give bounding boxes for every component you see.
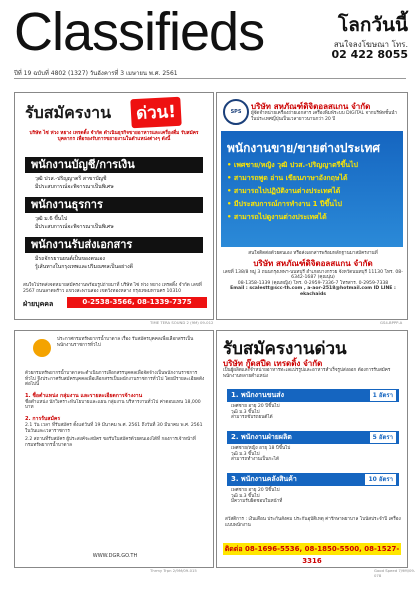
ad1-section-title: พนักงานบัญชี/การเงิน <box>25 157 203 173</box>
ad3-paragraph: 2.1 วัน เวลา ที่รับสมัคร ตั้งแต่วันที่ 19 มีนาคม พ.ศ. 2561 ถึงวันที่ 30 มีนาคม พ.ศ. 2561 ในวันและเวลาราชการ <box>25 422 203 434</box>
ad2-contact <box>223 251 403 298</box>
ad1-footer: สนใจโปรดส่งจดหมายสมัครงานพร้อมรูปถ่ายมาที่ บริษัท ไซ่ ห่วง หยาง เทรดดิ้ง จำกัด เลขที่ 2567 ถนนลาดพร้าว แขวงสะพานสอง เขตวังทองหลาง กรุงเทพมหานคร 10310 <box>23 283 202 294</box>
ad1-item: วุฒิ ม.6 ขึ้นไป <box>35 216 68 222</box>
department-logo-icon <box>33 339 51 357</box>
ad2-requirements <box>227 159 399 224</box>
ad4-req: เพศชาย/หญิง อายุ 18 ปีขึ้นไป <box>231 446 291 451</box>
ad2-email: Email : scalestt@scc-th.com , a-aor-2518@hotmail.com ID LINE : ekachaids <box>230 286 396 297</box>
brand-phone: 02 422 8055 <box>331 48 408 61</box>
ad1-section-list <box>35 255 133 271</box>
ad2-description: ผู้จัดจำหน่ายเครื่องถ่ายเอกสาร เครื่องพิมพ์ระบบ DIGITAL จากบริษัทชั้นนำในประเทศญี่ปุ่นเป็นเวลายาวนานกว่า 20 ปี <box>251 111 397 122</box>
ad2-requirement: • สามารถไปปฏิบัติงานต่างประเทศได้ <box>227 187 341 195</box>
ad3-paragraph: 2.2 สถานที่รับสมัคร ผู้ประสงค์จะสมัคร ขอรับใบสมัครด้วยตนเองได้ที่ กองการเจ้าหน้าที่ กรมทรัพยากรน้ำบาดาล <box>25 437 196 448</box>
ad1-apply-label: ฝ่ายบุคคล <box>23 300 54 308</box>
ad1-urgent-badge: ด่วน! <box>130 97 181 129</box>
ad4-req: สามารถขับรถยนต์ได้ <box>231 415 273 421</box>
ad3-url: WWW.DGR.GO.TH <box>92 553 138 559</box>
ad4-title: รับสมัครงานด่วน <box>223 339 347 359</box>
ad4-position <box>227 389 399 402</box>
ad4-position <box>227 473 399 486</box>
ad3-intro: ประกาศกรมทรัพยากรน้ำบาดาล เรื่อง รับสมัครบุคคลเพื่อเลือกสรรเป็นพนักงานราชการทั่วไป <box>57 337 194 348</box>
ad4-position <box>227 431 399 444</box>
ad3-paragraph: ชื่อตำแหน่ง นักวิเคราะห์นโยบายและแผน กลุ่มงาน บริหารงานทั่วไป ค่าตอบแทน 18,000 บาท <box>25 399 201 411</box>
ad1-section-list <box>35 175 114 191</box>
ad1-item: มีประสบการณ์จะพิจารณาเป็นพิเศษ <box>35 224 114 230</box>
ad1-section-title: พนักงานรับส่งเอกสาร <box>25 237 203 253</box>
ad2-requirement: • มีประสบการณ์การทำงาน 1 ปีขึ้นไป <box>227 200 342 208</box>
ad-sps-recruitment <box>216 92 408 320</box>
issue-line: ปีที่ 19 ฉบับที่ 4802 (1327) วันอังคารที่ 3 เมษายน พ.ศ. 2561 <box>14 70 178 77</box>
ad4-req: วุฒิ ม.3 ขึ้นไป <box>231 451 260 457</box>
brand-subtitle: สนใจลงโฆษณา โทร. <box>333 40 408 49</box>
ad4-req: วุฒิ ม.3 ขึ้นไป <box>231 493 260 499</box>
ad-government-notice <box>14 330 214 568</box>
ad2-requirement: • สามารถไปดูงานต่างประเทศได้ <box>227 213 327 221</box>
ad2-panel-title: พนักงานขาย/ขายต่างประเทศ <box>227 141 381 155</box>
ad4-subtitle: เป็นผู้ผลิตและจำหน่ายอาหารทะเลแปรรูปและอาหารสำเร็จรูปส่งออก ต้องการรับสมัครพนักงานหลายตำแหน่ง <box>223 368 391 379</box>
ad4-position-requirements <box>231 404 399 421</box>
ad4-position-label: 1. พนักงานขนส่ง <box>231 391 284 399</box>
masthead <box>14 4 414 66</box>
ad4-position-count: 5 อัตรา <box>370 432 396 443</box>
ad1-company: บริษัท ไซ่ ห่วง หยาง เทรดดิ้ง จำกัด ดำเนินธุรกิจขายอาหารและเครื่องดื่ม รับสมัครบุคลากร เพื่อรองรับการขยายงานในตำแหน่งต่างๆ ดังนี้ <box>29 131 199 142</box>
ad4-position-requirements <box>231 446 399 463</box>
ad2-company-2: บริษัท สหภัณฑ์ดิจิตอลสแกน จำกัด <box>253 258 373 268</box>
ad4-req: เพศชาย อายุ 20 ปีขึ้นไป <box>231 488 280 493</box>
ad2-address: เลขที่ 138/8 หมู่ 3 ถนนกรุงเทพฯ-นนทบุรี อำเภอบางกรวย จังหวัดนนทบุรี 11130 โทร. 08-6342-1687 (คุณนุ่น) <box>223 269 403 281</box>
ad2-contact-intro: สนใจติดต่อด้วยตนเอง หรือส่งเอกสารพร้อมหลักฐานมาสมัครงานที่ <box>248 251 378 256</box>
ad4-position-count: 1 อัตรา <box>370 390 396 401</box>
ad4-req: เพศชาย อายุ 20 ปีขึ้นไป <box>231 404 280 409</box>
divider <box>14 78 406 79</box>
ad2-requirement: • สามารถพูด อ่าน เขียนภาษาอังกฤษได้ <box>227 174 348 182</box>
ad2-company: บริษัท สหภัณฑ์ดิจิตอลสแกน จำกัด <box>251 102 371 111</box>
ad1-item: วุฒิ ปวส.-ปริญญาตรี สาขาบัญชี <box>35 176 107 182</box>
brand-logo: โลกวันนี้ <box>338 14 408 36</box>
ad1-section-title: พนักงานธุรการ <box>25 197 203 213</box>
ad3-paragraph: ด้วยกรมทรัพยากรน้ำบาดาลจะดำเนินการเลือกสรรบุคคลเพื่อจัดจ้างเป็นพนักงานราชการทั่วไป จึงประกาศรับสมัครบุคคลเพื่อเลือกสรรเป็นพนักงานราชการทั่วไป โดยมีรายละเอียดดังต่อไปนี้ <box>25 371 205 388</box>
ad2-credit: GS4-BPPP-A <box>380 320 403 325</box>
ad4-req: วุฒิ ม.3 ขึ้นไป <box>231 409 260 415</box>
ad-goodspeed-recruitment <box>216 330 408 568</box>
sps-logo: SPS <box>223 99 249 125</box>
ad4-position-label: 2. พนักงานฝ่ายผลิต <box>231 433 292 441</box>
ad4-req: มีความรับผิดชอบในหน้าที่ <box>231 499 283 505</box>
ad2-phone: 08-1358-1339 (คุณหญิง) โทร. 0-2959-7336-7 โทรสาร. 0-2959-7338 <box>237 280 389 286</box>
ad1-credit: TIME TERA SOUND 2 (9M) 09-012 <box>150 320 214 325</box>
ad1-item: มีประสบการณ์จะพิจารณาเป็นพิเศษ <box>35 184 114 190</box>
ad4-company: บริษัท กู๊ดสปีด เทรดดิ้ง จำกัด <box>223 359 323 368</box>
ad1-item: มีรถจักรยานยนต์เป็นของตนเอง <box>35 256 105 262</box>
ad4-position-label: 3. พนักงานคลังสินค้า <box>231 475 297 483</box>
ad2-job-panel <box>221 131 403 247</box>
ad-accounting-recruitment <box>14 92 214 320</box>
ad4-phones: ติดต่อ 08-1696-5536, 08-1850-5500, 08-1527-3316 <box>224 545 400 565</box>
ad3-heading: 2. การรับสมัคร <box>25 415 61 422</box>
masthead-title: Classifieds <box>14 2 265 62</box>
ad4-position-count: 10 อัตรา <box>365 474 396 485</box>
ad4-welfare: สวัสดิการ : เงินเดือน ประกันสังคม ประกันอุบัติเหตุ ค่ารักษาพยาบาล โบนัสประจำปี เครื่องแบบพนักงาน <box>225 517 401 528</box>
ad4-req: สามารถทำงานเป็นกะได้ <box>231 457 279 463</box>
ad3-body <box>25 371 205 448</box>
ad1-header <box>23 97 205 127</box>
ad2-requirement: • เพศชาย/หญิง วุฒิ ปวส.-ปริญญาตรีขึ้นไป <box>227 161 358 169</box>
ad3-heading: 1. ชื่อตำแหน่ง กลุ่มงาน และรายละเอียดการจ้างงาน <box>25 392 143 399</box>
ad1-item: รู้เส้นทางในกรุงเทพและปริมณฑลเป็นอย่างดี <box>35 264 133 270</box>
ad1-title: รับสมัครงาน <box>25 103 112 122</box>
ad4-credit: Good Speed 7/9M/09-078 <box>374 568 416 578</box>
ad4-position-requirements <box>231 488 399 505</box>
ad1-section-list <box>35 215 114 231</box>
ad1-phones: 0-2538-3566, 08-1339-7375 <box>67 297 207 308</box>
ad3-credit: Thrmy Trpn 2/9M/09-015 <box>150 568 197 573</box>
